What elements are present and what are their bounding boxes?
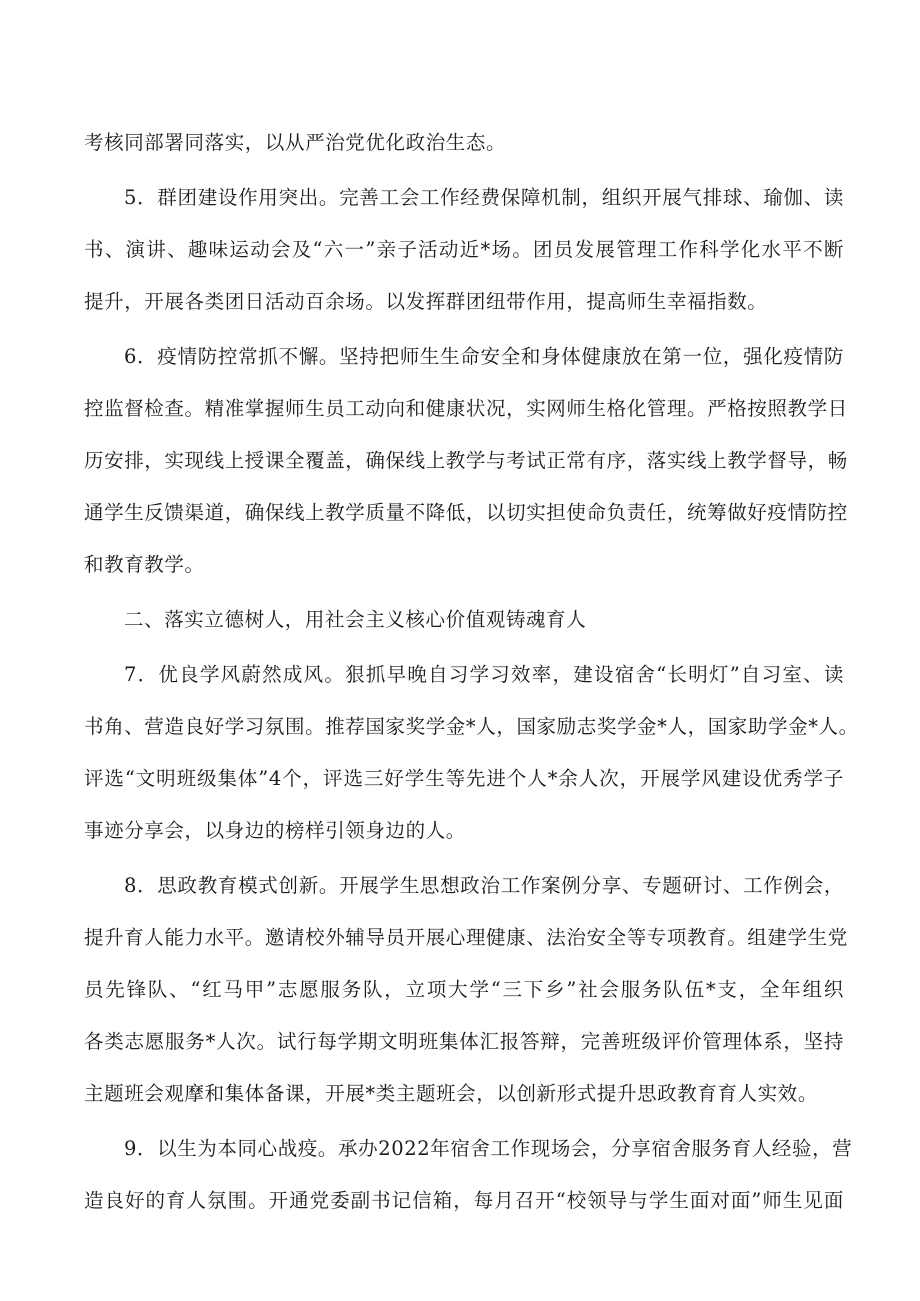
text-line: 书、演讲、趣味运动会及“六一”亲子活动近*场。团员发展管理工作科学化水平不断 bbox=[84, 238, 844, 261]
text-line: 各类志愿服务*人次。试行每学期文明班集体汇报答辩，完善班级评价管理体系，坚持 bbox=[84, 1030, 844, 1053]
section-heading: 二、落实立德树人，用社会主义核心价值观铸魂育人 bbox=[124, 608, 587, 631]
text-line: 提升育人能力水平。邀请校外辅导员开展心理健康、法治安全等专项教育。组建学生党 bbox=[84, 926, 848, 949]
text-line: 造良好的育人氛围。开通党委副书记信箱，每月召开“校领导与学生面对面”师生见面 bbox=[84, 1189, 844, 1212]
text-line: 8．思政教育模式创新。开展学生思想政治工作案例分享、专题研讨、工作例会， bbox=[124, 874, 844, 897]
text-line: 考核同部署同落实，以从严治党优化政治生态。 bbox=[84, 131, 507, 154]
text-line: 员先锋队、“红马甲”志愿服务队，立项大学“三下乡”社会服务队伍*支，全年组织 bbox=[84, 978, 844, 1001]
text-line: 控监督检查。精准掌握师生员工动向和健康状况，实网师生格化管理。严格按照教学日 bbox=[84, 397, 848, 420]
text-line: 历安排，实现线上授课全覆盖，确保线上教学与考试正常有序，落实线上教学督导，畅 bbox=[84, 449, 848, 472]
text-line: 9．以生为本同心战疫。承办2022年宿舍工作现场会，分享宿舍服务育人经验，营 bbox=[124, 1137, 853, 1160]
text-line: 和教育教学。 bbox=[84, 553, 205, 576]
text-line: 事迹分享会，以身边的榜样引领身边的人。 bbox=[84, 819, 466, 842]
text-line: 书角、营造良好学习氛围。推荐国家奖学金*人，国家励志奖学金*人，国家助学金*人。 bbox=[84, 715, 859, 738]
text-line: 7．优良学风蔚然成风。狠抓早晚自习学习效率，建设宿舍“长明灯”自习室、读 bbox=[124, 663, 844, 686]
text-line: 6．疫情防控常抓不懈。坚持把师生生命安全和身体健康放在第一位，强化疫情防 bbox=[124, 345, 844, 368]
text-line: 主题班会观摩和集体备课，开展*类主题班会，以创新形式提升思政教育育人实效。 bbox=[84, 1082, 818, 1105]
text-line: 提升，开展各类团日活动百余场。以发挥群团纽带作用，提高师生幸福指数。 bbox=[84, 290, 768, 313]
text-line: 通学生反馈渠道，确保线上教学质量不降低，以切实担使命负责任，统筹做好疫情防控 bbox=[84, 501, 848, 524]
text-line: 评选“文明班级集体”4个，评选三好学生等先进个人*余人次，开展学风建设优秀学子 bbox=[84, 767, 844, 790]
text-line: 5．群团建设作用突出。完善工会工作经费保障机制，组织开展气排球、瑜伽、读 bbox=[124, 186, 844, 209]
